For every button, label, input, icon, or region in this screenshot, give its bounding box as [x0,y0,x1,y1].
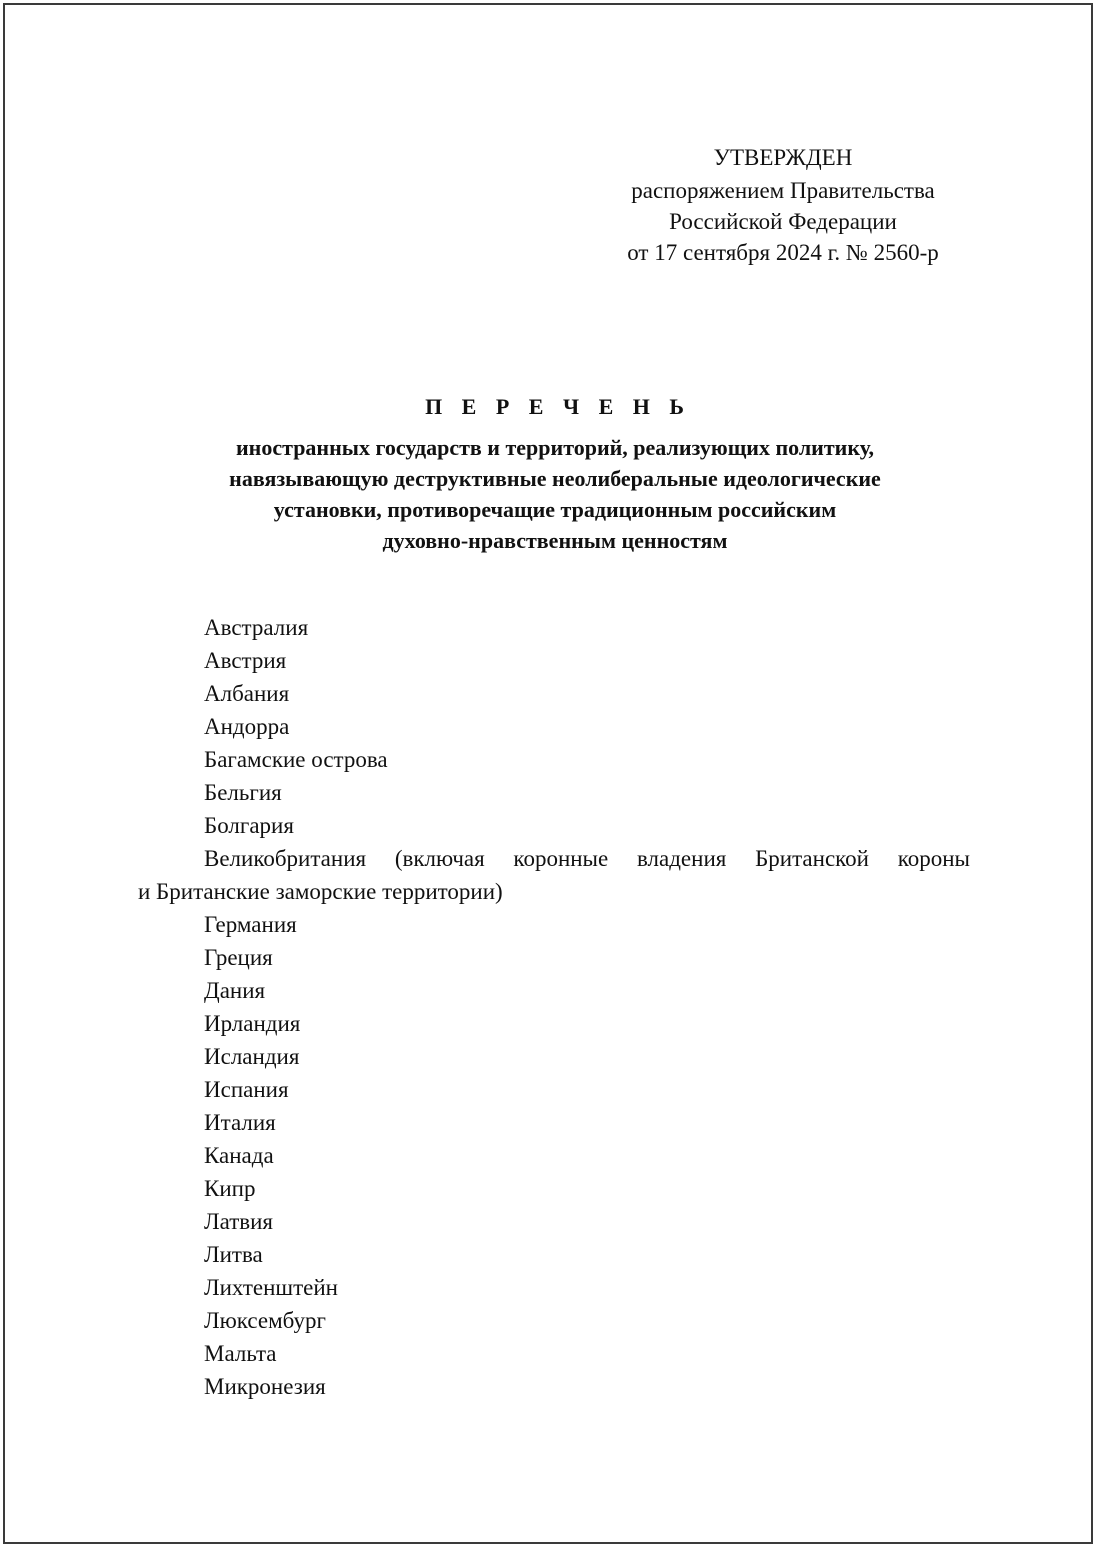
list-item: Андорра [204,714,290,739]
document-title [105,390,1005,556]
list-item: Бельгия [204,780,282,805]
subtitle-line: навязывающую деструктивные неолиберальные идеологические [229,466,881,491]
list-item: Канада [204,1143,274,1168]
list-item: Италия [204,1110,276,1135]
subtitle-line: духовно-нравственным ценностям [382,528,728,553]
list-item: Лихтенштейн [204,1275,338,1300]
approval-line-3: от 17 сентября 2024 г. № 2560-р [627,240,939,265]
list-item: Болгария [204,813,294,838]
list-item: Дания [204,978,266,1003]
list-item: Германия [204,912,297,937]
list-item: Греция [204,945,273,970]
document-page [3,3,1093,1544]
list-item: Кипр [204,1176,256,1201]
list-heading: П Е Р Е Ч Е Н Ь [425,394,691,419]
list-item: Ирландия [204,1011,301,1036]
list-item: Багамские острова [204,747,388,772]
list-item: Австрия [204,648,287,673]
list-item-row: и Британские заморские территории) [138,879,503,904]
approval-status: УТВЕРЖДЕН [713,145,853,170]
country-list [138,611,970,1403]
list-item: Мальта [204,1341,277,1366]
list-item: Люксембург [204,1308,326,1333]
list-item: Латвия [204,1209,274,1234]
list-item: Исландия [204,1044,300,1069]
approval-stamp [565,142,1001,268]
list-item: Микронезия [204,1374,326,1399]
list-item: Испания [204,1077,289,1102]
list-item: Албания [204,681,290,706]
list-item-wrapped [138,842,970,908]
list-item: Австралия [204,615,309,640]
approval-line-2: Российской Федерации [669,209,897,234]
approval-line-1: распоряжением Правительства [631,178,935,203]
subtitle-line: иностранных государств и территорий, реализующих политику, [236,435,874,460]
list-item-row: Великобритания (включая коронные владения Британской короны [204,846,970,871]
list-item: Литва [204,1242,263,1267]
subtitle-line: установки, противоречащие традиционным российским [273,497,837,522]
